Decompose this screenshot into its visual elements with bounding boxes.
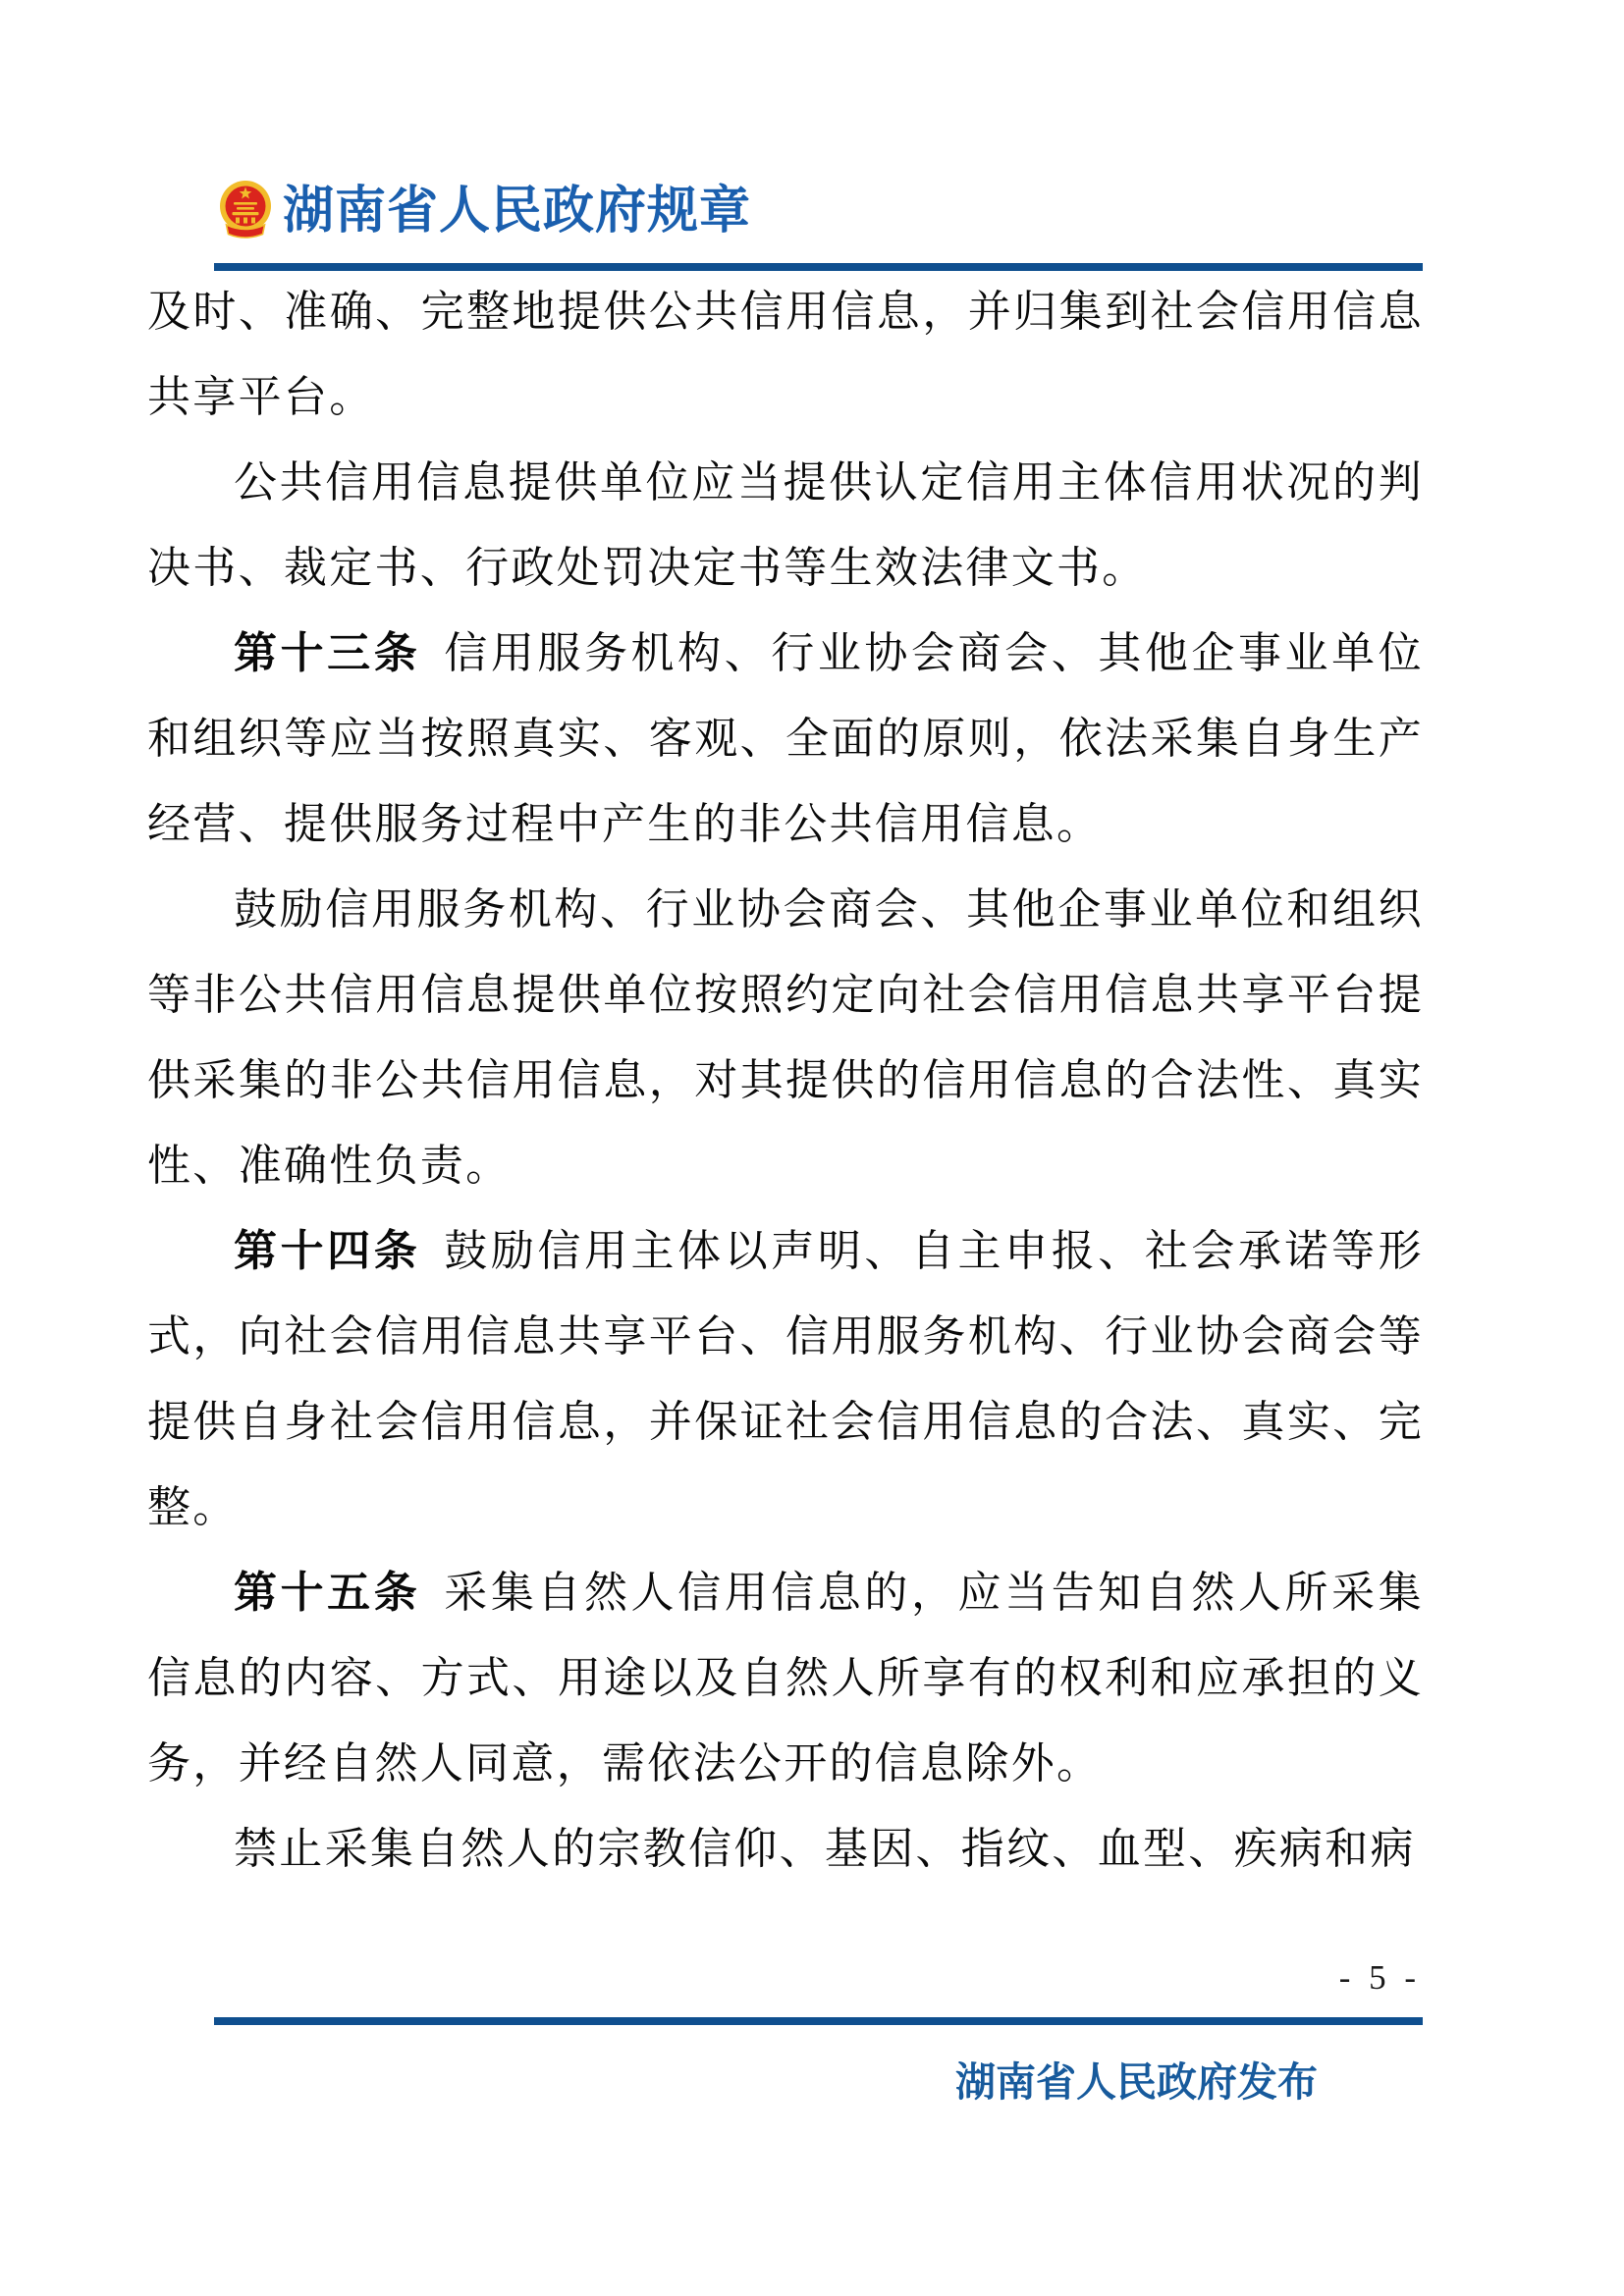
body-paragraph [147,611,1424,867]
publisher-label: 湖南省人民政府发布 [955,2059,1318,2105]
body-paragraph [147,1208,1424,1550]
national-emblem-icon [218,179,273,241]
page-number: - 5 - [1338,1958,1421,1997]
body-paragraph [147,1550,1424,1806]
document-body [147,269,1424,1892]
article-number: 第十五条 [234,1569,421,1617]
paragraph-text: 信用服务机构、行业协会商会、其他企事业单位和组织等应当按照真实、客观、全面的原则，依法采集自身生产经营、提供服务过程中产生的非公共信用信息。 [147,629,1424,848]
body-paragraph: 及时、准确、完整地提供公共信用信息，并归集到社会信用信息共享平台。 [147,288,1424,421]
body-paragraph: 公共信用信息提供单位应当提供认定信用主体信用状况的判决书、裁定书、行政处罚决定书等生效法律文书。 [147,458,1424,592]
article-number: 第十四条 [234,1227,421,1275]
body-paragraph: 禁止采集自然人的宗教信仰、基因、指纹、血型、疾病和病 [234,1825,1416,1873]
body-paragraph: 鼓励信用服务机构、行业协会商会、其他企事业单位和组织等非公共信用信息提供单位按照约定向社会信用信息共享平台提供采集的非公共信用信息，对其提供的信用信息的合法性、真实性、准确性负责。 [147,885,1424,1190]
paragraph-text: 鼓励信用主体以声明、自主申报、社会承诺等形式，向社会信用信息共享平台、信用服务机构、行业协会商会等提供自身社会信用信息，并保证社会信用信息的合法、真实、完整。 [147,1227,1424,1531]
footer-rule [214,2017,1423,2025]
paragraph-text: 采集自然人信用信息的，应当告知自然人所采集信息的内容、方式、用途以及自然人所享有的权利和应承担的义务，并经自然人同意，需依法公开的信息除外。 [147,1569,1424,1788]
article-number: 第十三条 [234,629,421,677]
header-title: 湖南省人民政府规章 [283,184,752,240]
